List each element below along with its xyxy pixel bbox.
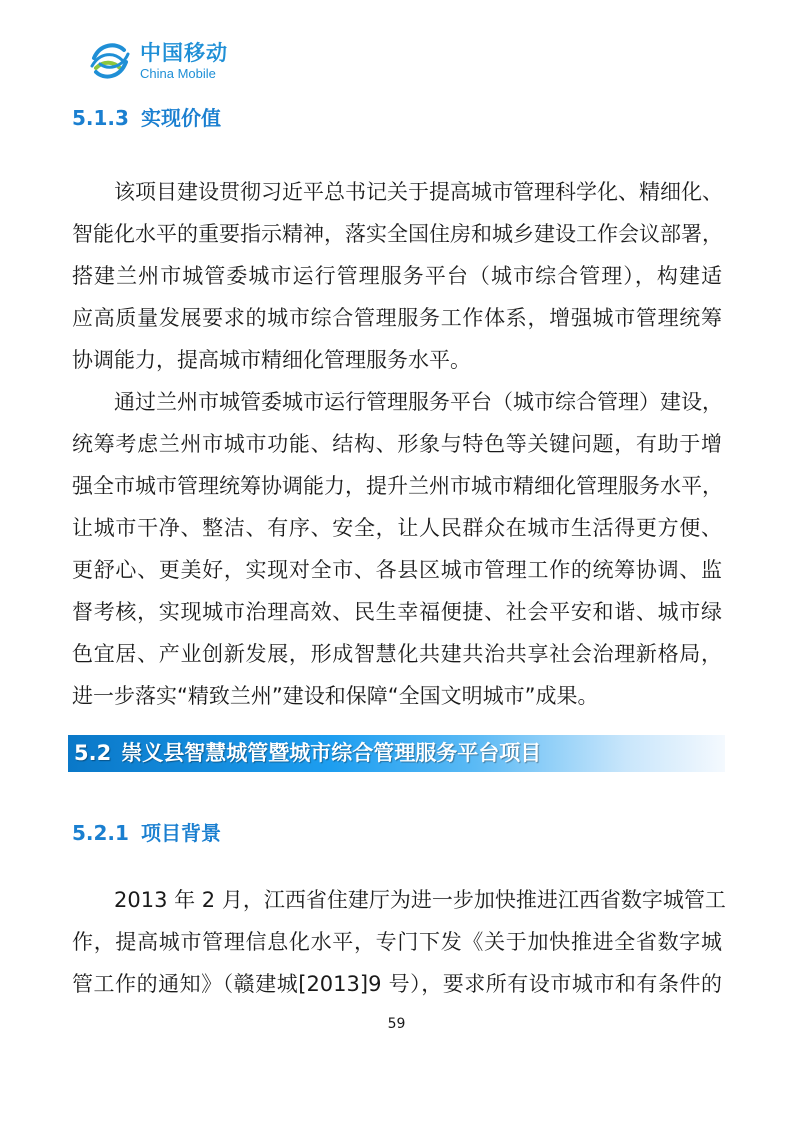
- section-heading-5-2-1: [72, 817, 221, 846]
- section-title: 项目背景: [140, 821, 221, 845]
- china-mobile-logo: [86, 38, 228, 84]
- section-number: 5.2: [74, 741, 112, 765]
- text-line: 统筹考虑兰州市城市功能、结构、形象与特色等关键问题，有助于增: [72, 432, 722, 456]
- section-number: 5.2.1: [72, 821, 129, 845]
- section-banner-5-2: [68, 735, 725, 772]
- section-number: 5.1.3: [72, 106, 129, 130]
- text-line: 进一步落实“精致兰州”建设和保障“全国文明城市”成果。: [72, 684, 599, 708]
- section-heading-5-1-3: [72, 102, 221, 131]
- text-line: 该项目建设贯彻习近平总书记关于提高城市管理科学化、精细化、: [114, 180, 723, 204]
- text-line: 协调能力，提高城市精细化管理服务水平。: [72, 348, 471, 372]
- paragraph-1: [72, 171, 722, 381]
- logo-english-text: China Mobile: [140, 65, 216, 81]
- text-line: 更舒心、更美好，实现对全市、各县区城市管理工作的统筹协调、监: [72, 558, 722, 582]
- text-line: 让城市干净、整洁、有序、安全，让人民群众在城市生活得更方便、: [72, 516, 722, 540]
- text-line: 2013 年 2 月，江西省住建厅为进一步加快推进江西省数字城管工: [114, 888, 726, 912]
- text-line: 智能化水平的重要指示精神，落实全国住房和城乡建设工作会议部署，: [72, 222, 723, 246]
- text-line: 应高质量发展要求的城市综合管理服务工作体系，增强城市管理统筹: [72, 306, 722, 330]
- china-mobile-logo-icon: [86, 38, 134, 84]
- page-number: 59: [387, 1016, 406, 1032]
- text-line: 强全市城市管理统筹协调能力，提升兰州市城市精细化管理服务水平，: [72, 474, 723, 498]
- paragraph-2: [72, 381, 722, 717]
- text-line: 通过兰州市城管委城市运行管理服务平台（城市综合管理）建设，: [114, 390, 723, 414]
- paragraph-3: [72, 879, 726, 1005]
- text-line: 作，提高城市管理信息化水平，专门下发《关于加快推进全省数字城: [72, 930, 722, 954]
- text-line: 管工作的通知》（赣建城[2013]9 号），要求所有设市城市和有条件的: [72, 972, 722, 996]
- text-line: 督考核，实现城市治理高效、民生幸福便捷、社会平安和谐、城市绿: [72, 600, 722, 624]
- logo-chinese-text: 中国移动: [140, 40, 228, 65]
- section-title: 实现价值: [140, 106, 221, 130]
- text-line: 搭建兰州市城管委城市运行管理服务平台（城市综合管理），构建适: [72, 264, 722, 288]
- text-line: 色宜居、产业创新发展，形成智慧化共建共治共享社会治理新格局，: [72, 642, 722, 666]
- section-title: 崇义县智慧城管暨城市综合管理服务平台项目: [121, 741, 542, 765]
